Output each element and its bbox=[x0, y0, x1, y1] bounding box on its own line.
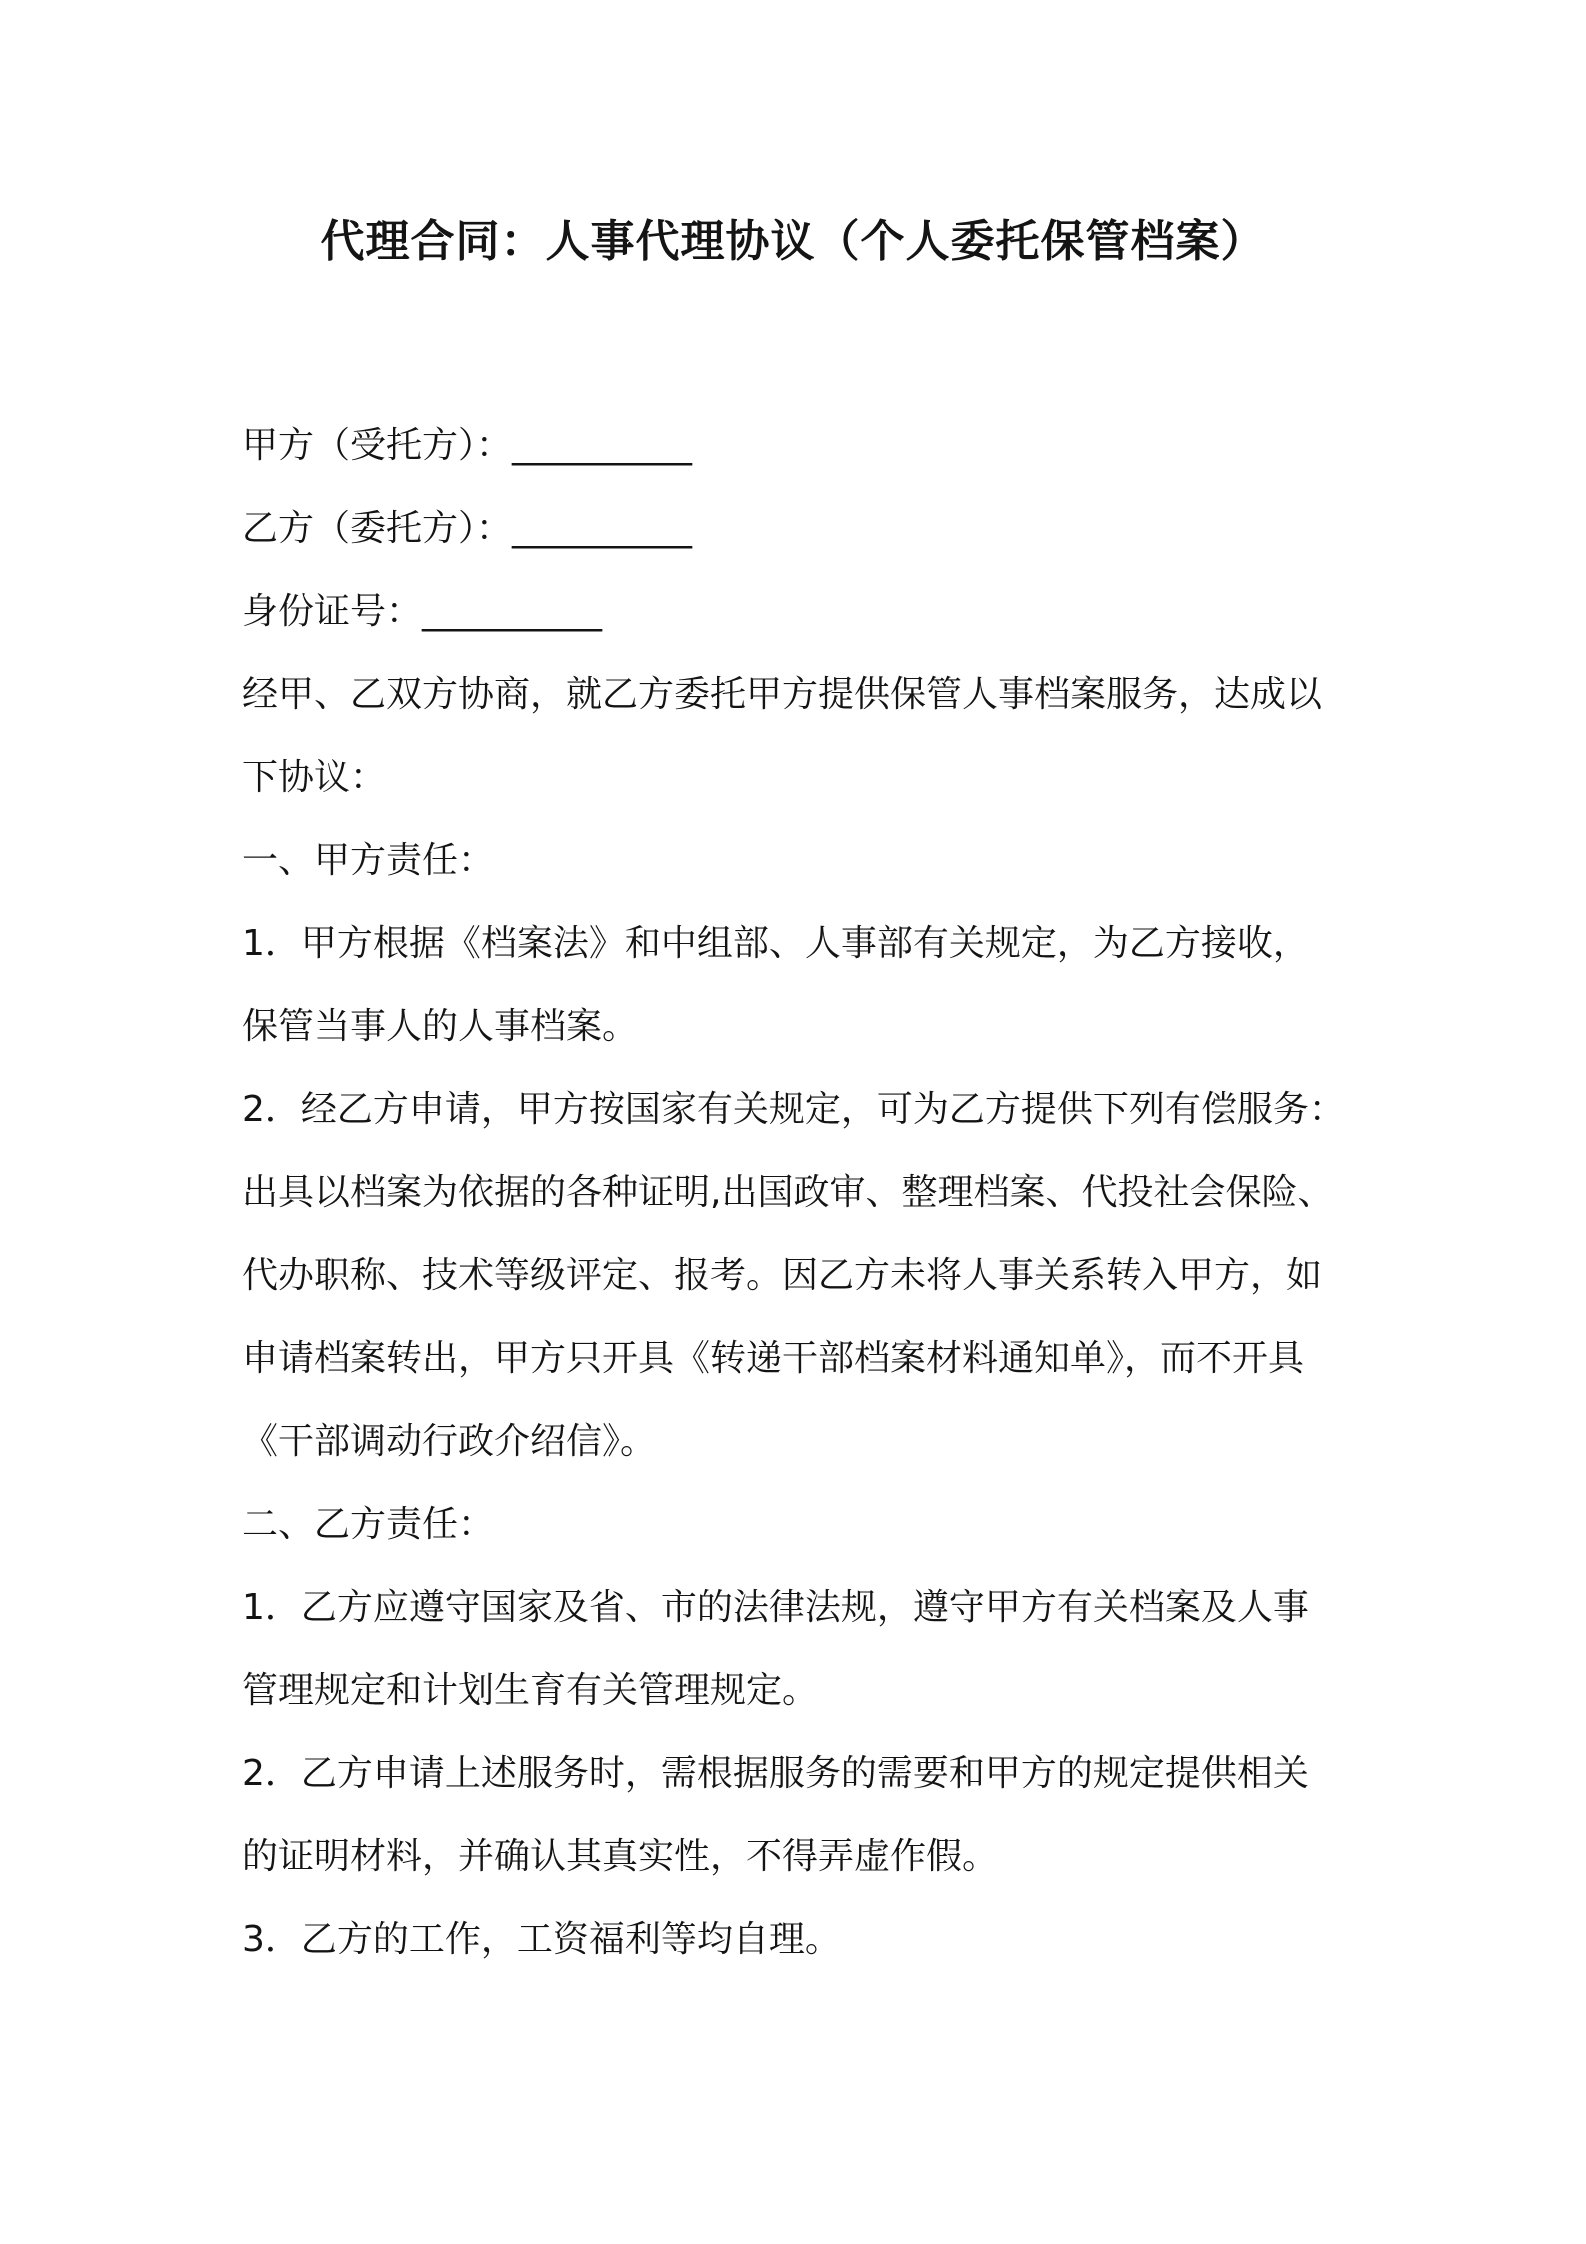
clause-line: 的证明材料，并确认其真实性，不得弄虚作假。 bbox=[242, 1836, 999, 1877]
preamble-line: 下协议： bbox=[242, 757, 387, 798]
clause-line: 2．经乙方申请，甲方按国家有关规定，可为乙方提供下列有偿服务： bbox=[242, 1089, 1345, 1130]
preamble-line: 经甲、乙双方协商，就乙方委托甲方提供保管人事档案服务，达成以 bbox=[242, 674, 1323, 715]
clause-line: 《干部调动行政介绍信》。 bbox=[242, 1421, 657, 1462]
clause-line: 3．乙方的工作，工资福利等均自理。 bbox=[242, 1919, 841, 1960]
document-title: 代理合同：人事代理协议（个人委托保管档案） bbox=[320, 216, 1266, 267]
clause-line: 代办职称、技术等级评定、报考。因乙方未将人事关系转入甲方，如 bbox=[242, 1255, 1323, 1296]
clause-line: 保管当事人的人事档案。 bbox=[242, 1006, 639, 1047]
party-a-line: 甲方（受托方）：__________ bbox=[242, 425, 693, 466]
party-b-line: 乙方（委托方）：__________ bbox=[242, 508, 693, 549]
clause-line: 2．乙方申请上述服务时，需根据服务的需要和甲方的规定提供相关 bbox=[242, 1753, 1309, 1794]
document-body bbox=[242, 404, 1362, 1981]
clause-line: 1．甲方根据《档案法》和中组部、人事部有关规定，为乙方接收， bbox=[242, 923, 1309, 964]
clause-line: 1．乙方应遵守国家及省、市的法律法规，遵守甲方有关档案及人事 bbox=[242, 1587, 1309, 1628]
clause-line: 申请档案转出，甲方只开具《转递干部档案材料通知单》，而不开具 bbox=[242, 1338, 1305, 1379]
id-number-line: 身份证号：__________ bbox=[242, 591, 603, 632]
clause-line: 出具以档案为依据的各种证明,出国政审、整理档案、代投社会保险、 bbox=[242, 1172, 1334, 1213]
section-heading: 二、乙方责任： bbox=[242, 1504, 495, 1545]
clause-line: 管理规定和计划生育有关管理规定。 bbox=[242, 1670, 819, 1711]
section-heading: 一、甲方责任： bbox=[242, 840, 495, 881]
